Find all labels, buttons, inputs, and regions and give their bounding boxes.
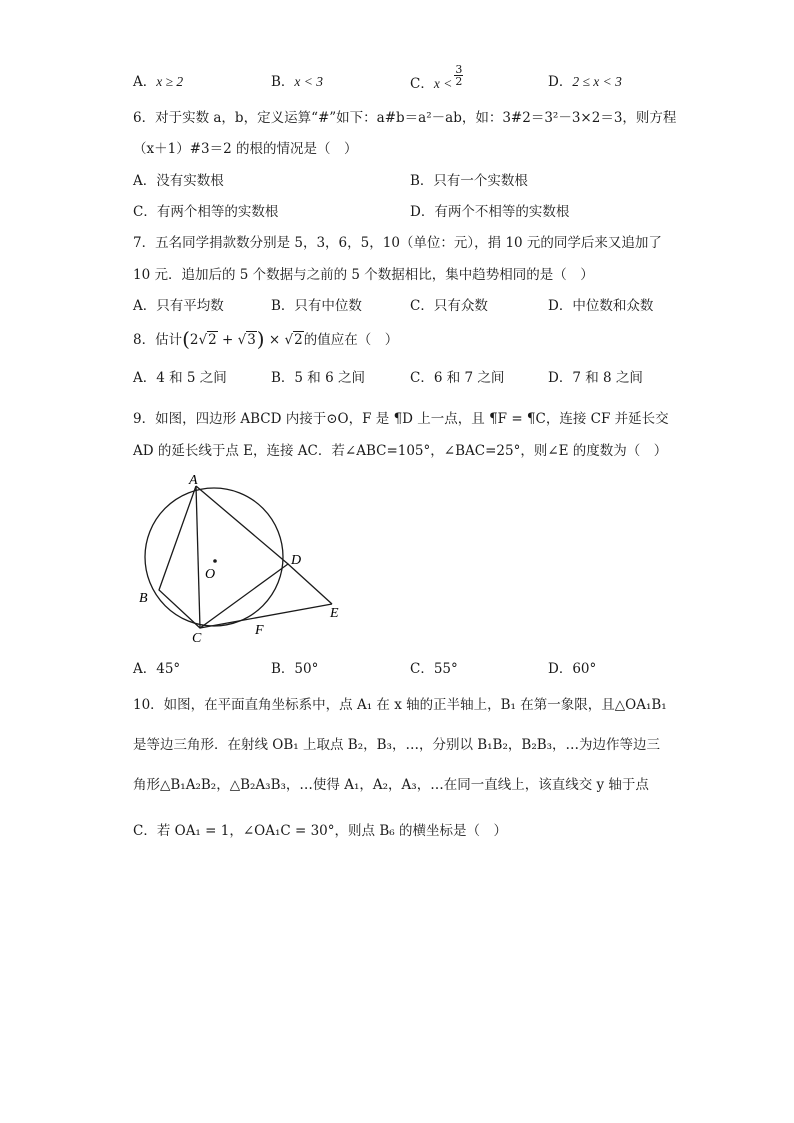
q7-option-d: D．中位数和众数 [548,298,654,314]
q7-option-c: C．只有众数 [410,298,488,314]
q8-option-d: D．7 和 8 之间 [548,370,643,386]
q9-option-b: B．50° [271,661,319,677]
q9-stem-line1: 9．如图，四边形 ABCD 内接于⊙O，F 是 ¶D 上一点，且 ¶F = ¶C，连接 CF 并延长交 [133,411,669,427]
label-o: O [205,567,216,582]
q7-option-a: A．只有平均数 [133,298,224,314]
q5-option-a [133,73,183,91]
q6-stem-line1: 6．对于实数 a，b，定义运算“#”如下：a#b＝a²－ab，如：3#2＝3²－3×2＝3，则方程 [133,110,677,126]
center-dot [213,559,217,563]
q5-option-c-expr: x < [433,76,453,91]
q5-option-a-expr: x ≥ 2 [156,74,184,89]
q8-stem-tail: 的值应在（ ） [303,332,399,348]
quadrilateral-abcd [159,486,288,628]
label-e: E [330,606,339,621]
label-f: F [255,623,264,638]
q8-option-a: A．4 和 5 之间 [133,370,227,386]
line-de [288,564,332,604]
q9-option-c: C．55° [410,661,458,677]
label-d: D [291,553,302,568]
label-b: B [139,591,148,606]
q8-option-c: C．6 和 7 之间 [410,370,505,386]
q6-option-c: C．有两个相等的实数根 [133,204,279,220]
q6-option-d: D．有两个不相等的实数根 [410,204,570,220]
q9-geometry-figure [133,474,353,644]
q8-stem [133,327,399,351]
q5-option-b-label: B． [271,74,295,90]
q5-option-c-fraction [454,64,463,87]
q7-stem-line2: 10 元．追加后的 5 个数据与之前的 5 个数据相比，集中趋势相同的是（ ） [133,267,594,283]
q5-option-c [410,63,463,92]
q10-stem-line3: 角形△B₁A₂B₂，△B₂A₃B₃，…使得 A₁，A₂，A₃，…在同一直线上，该直线交 y 轴于点 [133,777,649,793]
q5-option-c-denominator: 2 [455,75,463,88]
q7-option-b: B．只有中位数 [271,298,362,314]
q5-option-c-label: C． [410,76,434,92]
q7-stem-line1: 7．五名同学捐款数分别是 5，3，6，5，10（单位：元），捐 10 元的同学后来又追加了 [133,235,662,251]
circle-o [145,488,283,626]
q5-option-a-label: A． [133,74,157,90]
q9-option-d: D．60° [548,661,597,677]
diagonal-ac [196,486,200,628]
q10-stem-line4: C．若 OA₁ = 1，∠OA₁C = 30°，则点 B₆ 的横坐标是（ ） [133,823,507,839]
q10-stem-line2: 是等边三角形．在射线 OB₁ 上取点 B₂，B₃，…，分别以 B₁B₂，B₂B₃，…为边作等边三 [133,737,661,753]
q5-option-d-label: D． [548,74,573,90]
q6-option-a: A．没有实数根 [133,173,224,189]
q5-option-d-expr: 2 ≤ x < 3 [572,74,622,89]
q9-stem-line2: AD 的延长线于点 E，连接 AC．若∠ABC=105°，∠BAC=25°，则∠E 的度数为（ ） [133,443,668,459]
q5-option-c-numerator: 3 [455,63,463,76]
q5-option-b-expr: x < 3 [294,74,324,89]
q6-stem-line2: （x＋1）#3＝2 的根的情况是（ ） [133,141,358,157]
q8-expression: (2√2 + √3) × √2 [182,327,303,351]
label-a: A [189,474,198,488]
q8-stem-prefix: 8．估计 [133,332,183,348]
line-ce [200,604,332,628]
q9-option-a: A．45° [133,661,181,677]
q5-option-d [548,73,622,91]
label-c: C [192,631,202,644]
q5-option-b [271,73,323,91]
q6-option-b: B．只有一个实数根 [410,173,528,189]
q8-option-b: B．5 和 6 之间 [271,370,365,386]
q10-stem-line1: 10．如图，在平面直角坐标系中，点 A₁ 在 x 轴的正半轴上，B₁ 在第一象限，且△OA₁B₁ [133,697,667,713]
